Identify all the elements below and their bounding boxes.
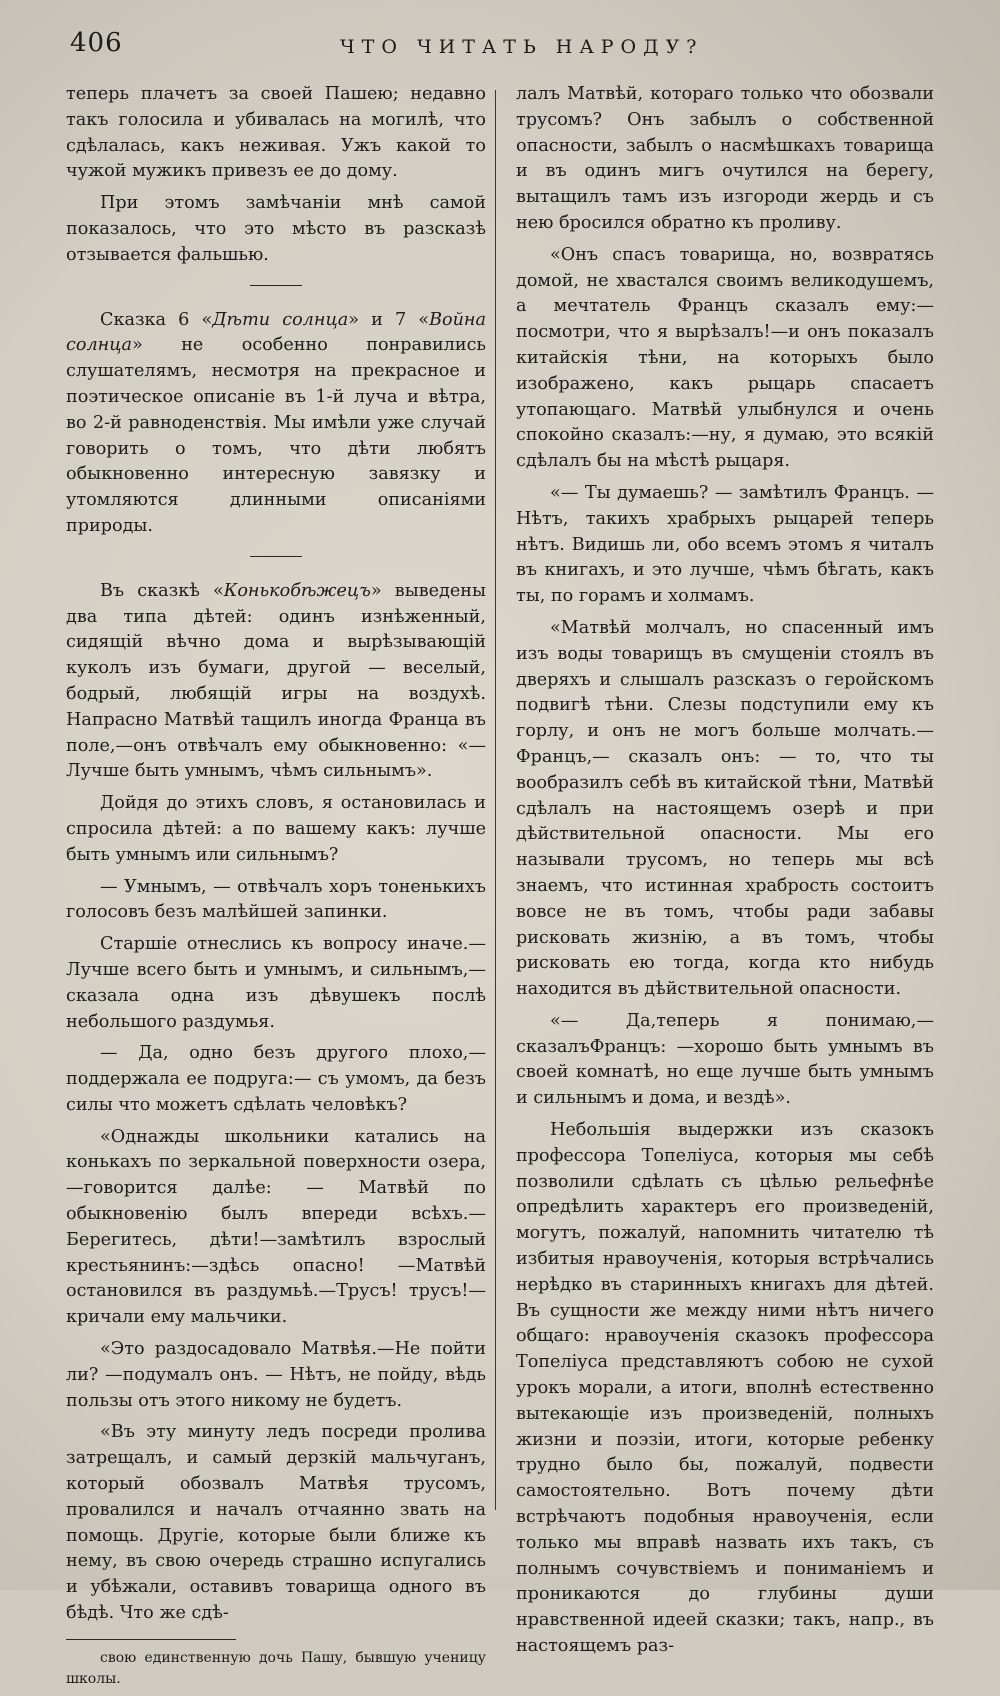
paragraph: Сказка 6 «Дѣти солнца» и 7 «Война солнца» не особенно понравились слушателямъ, несмотря на прекрасное и поэтическое описаніе въ 1-й луча и вѣтра, во 2-й равноденствія. Мы имѣли уже случай говорить о томъ, что дѣти любятъ обыкновенно интересную завязку и утомляются длинными описаніями природы. [66,309,487,536]
paragraph: «— Ты думаешь? — замѣтилъ Францъ. — Нѣтъ, такихъ храбрыхъ рыцарей теперь нѣтъ. Видишь ли, обо всемъ этомъ я читалъ въ книгахъ, и это лучше, чѣмъ бѣгать, какъ ты, по горамъ и холмамъ. [516,482,934,607]
section-divider [250,556,302,557]
paragraph: «— Да,теперь я понимаю,—сказалъФранцъ: —хорошо быть умнымъ въ своей комнатѣ, но еще лучше быть умнымъ и сильнымъ и дома, и вездѣ». [516,1010,934,1109]
section-divider [250,285,302,286]
paragraph: «Въ эту минуту ледъ посреди пролива затрещалъ, и самый дерзкій мальчуганъ, который обозвалъ Матвѣя трусомъ, провалился и началъ отчаянно звать на помощь. Другіе, которые были ближе къ нему, въ свою очередь страшно испугались и убѣжали, оставивъ товарища одного въ бѣдѣ. Что же сдѣ- [66,1422,486,1624]
paragraph: Старшіе отнеслись къ вопросу иначе.— Лучше всего быть и умнымъ, и сильнымъ,— сказала одна изъ дѣвушекъ послѣ небольшого раздумья. [66,934,486,1032]
paragraph: «Матвѣй молчалъ, но спасенный имъ изъ воды товарищъ въ смущеніи стоялъ въ дверяхъ и слышалъ разсказъ о геройскомъ подвигѣ тѣни. Слезы подступили ему къ горлу, и онъ не могъ больше молчать.—Францъ,— сказалъ онъ: — то, что ты вообразилъ себѣ въ китайской тѣни, Матвѣй сдѣлалъ на настоящемъ озерѣ и при дѣйствительной опасности. Мы его называли трусомъ, но теперь мы всѣ знаемъ, что истинная храбрость состоитъ вовсе не въ томъ, чтобы ради забавы рисковать жизнію, а въ томъ, чтобы рисковать ею тогда, когда кто нибудь находится въ дѣйствительной опасности. [516,617,934,1000]
paragraph: «Однажды школьники катались на конькахъ по зеркальной поверхности озера,—говорится далѣе: — Матвѣй по обыкновенію былъ впереди всѣхъ.—Берегитесь, дѣти!—замѣтилъ взрослый крестьянинъ:—здѣсь опасно! —Матвѣй остановился въ раздумьѣ.—Трусъ! трусъ!—кричали ему мальчики. [66,1126,486,1328]
paragraph: — Умнымъ, — отвѣчалъ хоръ тоненькихъ голосовъ безъ малѣйшей запинки. [66,876,486,923]
page-header [70,28,940,68]
paragraph: лалъ Матвѣй, котораго только что обозвали трусомъ? Онъ забылъ о собственной опасности, забылъ о насмѣшкахъ товарища и въ одинъ мигъ очутился на берегу, вытащилъ тамъ изъ изгороди жердь и съ нею бросился обратно къ проливу. [516,84,934,233]
running-title: ЧТО ЧИТАТЬ НАРОДУ? [340,36,704,58]
paragraph: — Да, одно безъ другого плохо,—поддержала ее подруга:— съ умомъ, да безъ силы что можетъ сдѣлать человѣкъ? [66,1043,486,1115]
story-title: Конькобѣжецъ [223,580,371,601]
paragraph: теперь плачетъ за своей Пашею; недавно такъ голосила и убивалась на могилѣ, что сдѣлалась, какъ неживая. Ужъ какой то чужой мужикъ привезъ ее до дому. [66,84,486,182]
footnote: свою единственную дочь Пашу, бывшую ученицу школы. [66,1649,486,1687]
paragraph: Дойдя до этихъ словъ, я остановилась и спросила дѣтей: а по вашему какъ: лучше быть умнымъ или сильнымъ? [66,793,486,865]
paragraph: Небольшія выдержки изъ сказокъ профессора Топеліуса, которыя мы себѣ позволили сдѣлать съ цѣлью рельефнѣе опредѣлить характеръ его произведеній, могутъ, пожалуй, напомнить читателю тѣ избитыя нравоученія, которыя встрѣчались нерѣдко въ старинныхъ книгахъ для дѣтей. Въ сущности же между ними нѣтъ ничего общаго: нравоученія сказокъ профессора Топеліуса представляютъ собою не сухой урокъ морали, а итоги, вполнѣ естественно вытекающіе изъ произведеній, полныхъ жизни и поэзіи, итоги, которые ребенку трудно было бы, пожалуй, подвести самостоятельно. Вотъ почему дѣти встрѣчаютъ подобныя нравоученія, если только мы вправѣ назвать ихъ такъ, съ полнымъ сочувствіемъ и пониманіемъ и проникаются до глубины души нравственной идеей сказки; такъ, напр., въ настоящемъ раз- [516,1120,934,1657]
paragraph: «Онъ спасъ товарища, но, возвратясь домой, не хвастался своимъ великодушемъ, а мечтатель Францъ сказалъ ему:—посмотри, что я вырѣзалъ!—и онъ показалъ китайскія тѣни, на которыхъ было изображено, какъ рыцарь спасаетъ утопающаго. Матвѣй улыбнулся и очень спокойно сказалъ:—ну, я думаю, это всякій сдѣлалъ бы на мѣстѣ рыцаря. [516,244,934,472]
story-title: Дѣти солнца [212,309,349,330]
paragraph: «Это раздосадовало Матвѣя.—Не пойти ли? —подумалъ онъ. — Нѣтъ, не пойду, вѣдь пользы отъ этого никому не будетъ. [66,1339,486,1411]
paragraph: Въ сказкѣ «Конькобѣжецъ» выведены два типа дѣтей: одинъ изнѣженный, сидящій вѣчно дома и вырѣзывающій куколъ изъ бумаги, другой — веселый, бодрый, любящій игры на воздухѣ. Напрасно Матвѣй тащилъ иногда Франца въ поле,—онъ отвѣчалъ ему обыкновенно: «—Лучше быть умнымъ, чѣмъ сильнымъ». [66,580,486,782]
paragraph: При этомъ замѣчаніи мнѣ самой показалось, что это мѣсто въ разсказѣ отзывается фальшью. [66,193,486,265]
column-divider [495,90,496,1510]
left-column [66,82,486,1696]
page-number: 406 [70,28,123,58]
footnote-divider [66,1639,236,1640]
story-title: Война солнца [66,309,487,356]
right-column [516,82,934,1666]
